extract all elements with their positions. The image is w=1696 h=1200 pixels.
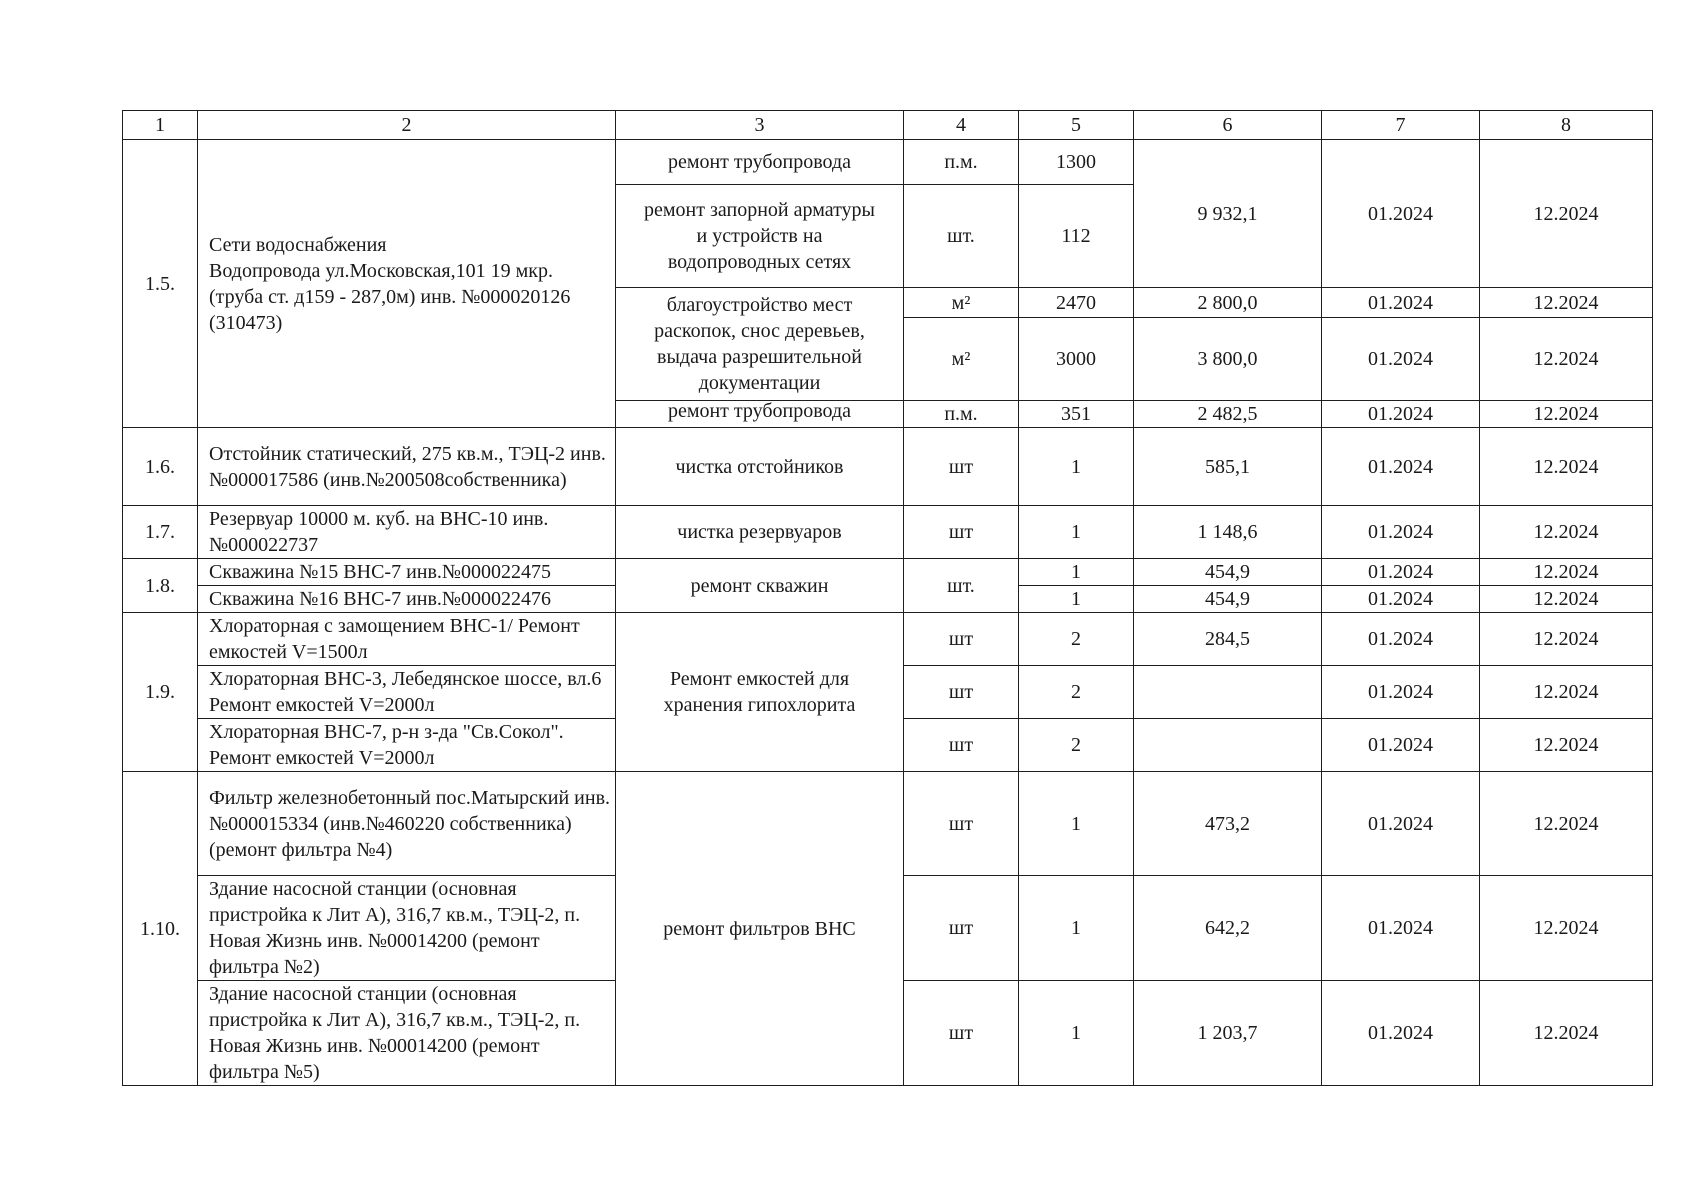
table-row <box>123 140 1653 185</box>
quantity-cell: 2470 <box>1019 288 1134 318</box>
cost-cell: 642,2 <box>1134 876 1322 981</box>
quantity-cell: 2 <box>1019 719 1134 772</box>
quantity-cell: 3000 <box>1019 318 1134 401</box>
object-description: Здание насосной станции (основная пристройка к Лит А), 316,7 кв.м., ТЭЦ-2, п. Новая Жизнь инв. №00014200 (ремонт фильтра №2) <box>198 876 616 981</box>
unit-cell: шт <box>904 666 1019 719</box>
start-date-cell: 01.2024 <box>1322 318 1480 401</box>
cost-cell: 454,9 <box>1134 559 1322 586</box>
quantity-cell: 1 <box>1019 586 1134 613</box>
cost-cell: 1 203,7 <box>1134 981 1322 1086</box>
end-date-cell: 12.2024 <box>1480 428 1653 506</box>
end-date-cell: 12.2024 <box>1480 401 1653 428</box>
quantity-cell: 2 <box>1019 666 1134 719</box>
start-date-cell: 01.2024 <box>1322 288 1480 318</box>
object-description: Хлораторная ВНС-7, р-н з-да "Св.Сокол". Ремонт емкостей V=2000л <box>198 719 616 772</box>
cost-cell: 473,2 <box>1134 772 1322 876</box>
unit-cell: п.м. <box>904 401 1019 428</box>
work-type: ремонт трубопровода <box>616 140 904 185</box>
unit-cell: шт <box>904 613 1019 666</box>
object-description: Фильтр железнобетонный пос.Матырский инв.№000015334 (инв.№460220 собственника)(ремонт фильтра №4) <box>198 772 616 876</box>
object-description: Скважина №16 ВНС-7 инв.№000022476 <box>198 586 616 613</box>
end-date-cell: 12.2024 <box>1480 586 1653 613</box>
column-header: 6 <box>1134 111 1322 140</box>
quantity-cell: 1300 <box>1019 140 1134 185</box>
cost-cell <box>1134 719 1322 772</box>
unit-cell: шт <box>904 876 1019 981</box>
quantity-cell: 1 <box>1019 506 1134 559</box>
object-description: Резервуар 10000 м. куб. на ВНС-10 инв.№000022737 <box>198 506 616 559</box>
work-type: ремонт запорной арматуры и устройств на водопроводных сетях <box>616 185 904 288</box>
object-description: Сети водоснабжения Водопровода ул.Московская,101 19 мкр. (труба ст. д159 - 287,0м) инв. №000020126 (310473) <box>198 140 616 428</box>
quantity-cell: 351 <box>1019 401 1134 428</box>
end-date-cell: 12.2024 <box>1480 772 1653 876</box>
cost-cell: 585,1 <box>1134 428 1322 506</box>
start-date-cell: 01.2024 <box>1322 981 1480 1086</box>
start-date-cell: 01.2024 <box>1322 613 1480 666</box>
unit-cell: шт. <box>904 185 1019 288</box>
item-number: 1.10. <box>123 772 198 1086</box>
unit-cell: шт <box>904 981 1019 1086</box>
end-date-cell: 12.2024 <box>1480 506 1653 559</box>
end-date-cell: 12.2024 <box>1480 981 1653 1086</box>
end-date-cell: 12.2024 <box>1480 613 1653 666</box>
end-date-cell: 12.2024 <box>1480 559 1653 586</box>
start-date-cell: 01.2024 <box>1322 559 1480 586</box>
column-header: 7 <box>1322 111 1480 140</box>
cost-cell: 284,5 <box>1134 613 1322 666</box>
start-date-cell: 01.2024 <box>1322 401 1480 428</box>
cost-cell: 2 482,5 <box>1134 401 1322 428</box>
start-date-cell: 01.2024 <box>1322 506 1480 559</box>
table-row <box>123 772 1653 876</box>
item-number: 1.8. <box>123 559 198 613</box>
column-header: 3 <box>616 111 904 140</box>
cost-cell: 3 800,0 <box>1134 318 1322 401</box>
start-date-cell: 01.2024 <box>1322 772 1480 876</box>
header-row <box>123 111 1653 140</box>
start-date-cell: 01.2024 <box>1322 876 1480 981</box>
work-type: благоустройство мест раскопок, снос деревьев, выдача разрешительной документации <box>616 288 904 401</box>
quantity-cell: 2 <box>1019 613 1134 666</box>
start-date-cell: 01.2024 <box>1322 666 1480 719</box>
quantity-cell: 1 <box>1019 876 1134 981</box>
object-description: Хлораторная ВНС-3, Лебедянское шоссе, вл.6 Ремонт емкостей V=2000л <box>198 666 616 719</box>
table-row <box>123 559 1653 586</box>
object-description: Отстойник статический, 275 кв.м., ТЭЦ-2 инв.№000017586 (инв.№200508собственника) <box>198 428 616 506</box>
work-type: Ремонт емкостей для хранения гипохлорита <box>616 613 904 772</box>
start-date-cell: 01.2024 <box>1322 140 1480 288</box>
end-date-cell: 12.2024 <box>1480 288 1653 318</box>
table-row <box>123 428 1653 506</box>
end-date-cell: 12.2024 <box>1480 140 1653 288</box>
work-type: чистка отстойников <box>616 428 904 506</box>
quantity-cell: 1 <box>1019 981 1134 1086</box>
unit-cell: м² <box>904 288 1019 318</box>
item-number: 1.5. <box>123 140 198 428</box>
table-row <box>123 613 1653 666</box>
column-header: 5 <box>1019 111 1134 140</box>
work-type: ремонт фильтров ВНС <box>616 772 904 1086</box>
start-date-cell: 01.2024 <box>1322 428 1480 506</box>
object-description: Здание насосной станции (основная пристройка к Лит А), 316,7 кв.м., ТЭЦ-2, п. Новая Жизнь инв. №00014200 (ремонт фильтра №5) <box>198 981 616 1086</box>
unit-cell: шт <box>904 719 1019 772</box>
table-row <box>123 506 1653 559</box>
work-type: ремонт скважин <box>616 559 904 613</box>
column-header: 8 <box>1480 111 1653 140</box>
cost-cell: 454,9 <box>1134 586 1322 613</box>
start-date-cell: 01.2024 <box>1322 719 1480 772</box>
cost-cell <box>1134 666 1322 719</box>
cost-cell: 1 148,6 <box>1134 506 1322 559</box>
work-type: ремонт трубопровода <box>616 401 904 428</box>
item-number: 1.6. <box>123 428 198 506</box>
end-date-cell: 12.2024 <box>1480 719 1653 772</box>
unit-cell: шт <box>904 506 1019 559</box>
column-header: 1 <box>123 111 198 140</box>
end-date-cell: 12.2024 <box>1480 318 1653 401</box>
unit-cell: шт. <box>904 559 1019 613</box>
column-header: 2 <box>198 111 616 140</box>
cost-cell: 2 800,0 <box>1134 288 1322 318</box>
end-date-cell: 12.2024 <box>1480 666 1653 719</box>
object-description: Скважина №15 ВНС-7 инв.№000022475 <box>198 559 616 586</box>
unit-cell: шт <box>904 772 1019 876</box>
quantity-cell: 112 <box>1019 185 1134 288</box>
item-number: 1.9. <box>123 613 198 772</box>
item-number: 1.7. <box>123 506 198 559</box>
quantity-cell: 1 <box>1019 559 1134 586</box>
unit-cell: п.м. <box>904 140 1019 185</box>
start-date-cell: 01.2024 <box>1322 586 1480 613</box>
work-type: чистка резервуаров <box>616 506 904 559</box>
unit-cell: м² <box>904 318 1019 401</box>
object-description: Хлораторная с замощением ВНС-1/ Ремонт емкостей V=1500л <box>198 613 616 666</box>
cost-cell: 9 932,1 <box>1134 140 1322 288</box>
unit-cell: шт <box>904 428 1019 506</box>
quantity-cell: 1 <box>1019 772 1134 876</box>
end-date-cell: 12.2024 <box>1480 876 1653 981</box>
column-header: 4 <box>904 111 1019 140</box>
works-table <box>122 110 1653 1086</box>
quantity-cell: 1 <box>1019 428 1134 506</box>
